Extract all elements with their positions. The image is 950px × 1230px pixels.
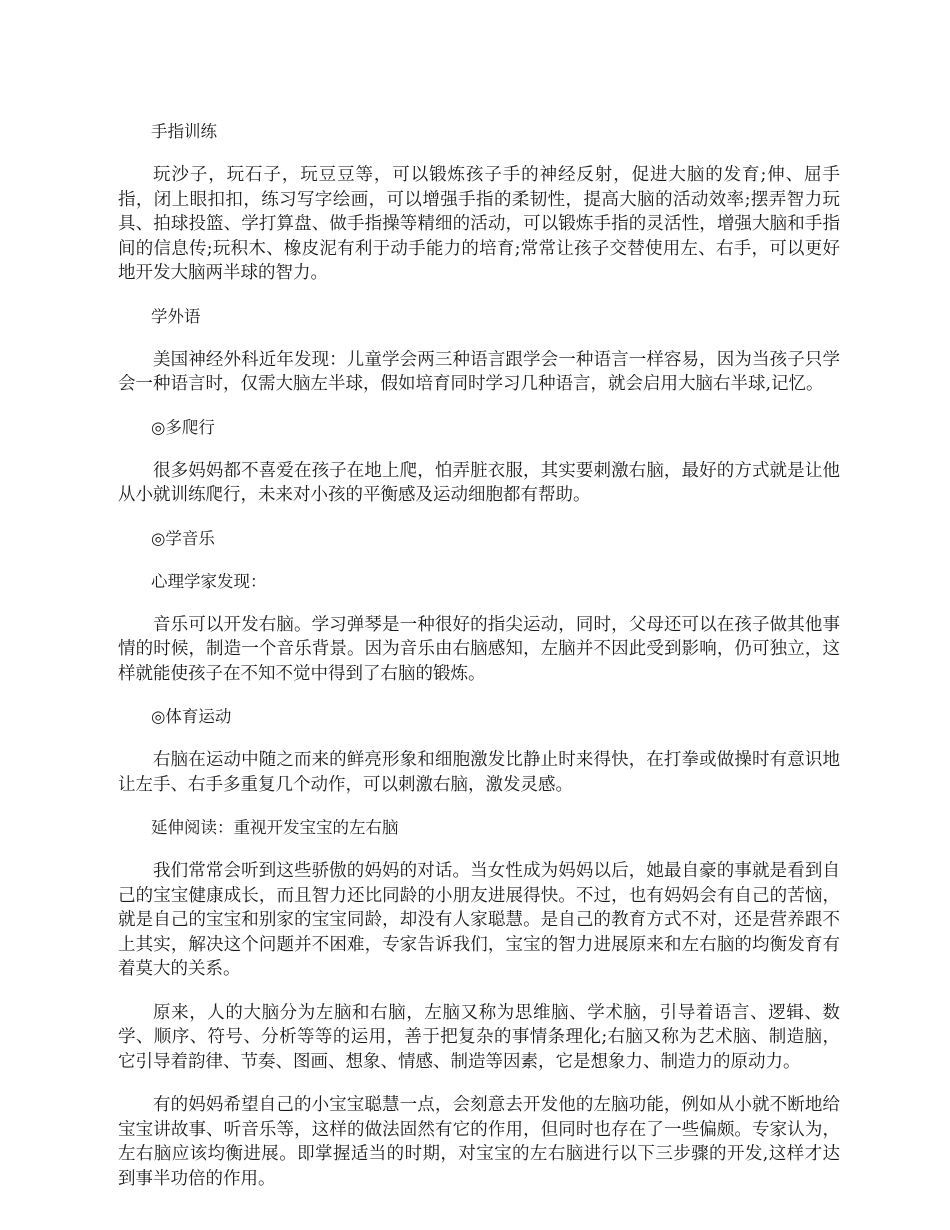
section-heading: ◎体育运动 bbox=[151, 707, 232, 726]
section-heading: 延伸阅读：重视开发宝宝的左右脑 bbox=[151, 818, 399, 837]
paragraph: 右脑在运动中随之而来的鲜亮形象和细胞激发比静止时来得快，在打拳或做操时有意识地让左手、右手多重复几个动作，可以刺激右脑，激发灵感。 bbox=[118, 750, 840, 795]
paragraph: 玩沙子，玩石子，玩豆豆等，可以锻炼孩子手的神经反射，促进大脑的发育;伸、屈手指，闭上眼扣扣，练习写字绘画，可以增强手指的柔韧性，提高大脑的活动效率;摆弄智力玩具、拍球投篮、学打算盘、做手指操等精细的活动，可以锻炼手指的灵活性，增强大脑和手指间的信息传;玩积木、橡皮泥有利于动手能力的培育;常常让孩子交替使用左、右手，可以更好地开发大脑两半球的智力。 bbox=[118, 165, 840, 283]
section-heading: 手指训练 bbox=[151, 122, 217, 141]
paragraph: 我们常常会听到这些骄傲的妈妈的对话。当女性成为妈妈以后，她最自豪的事就是看到自己的宝宝健康成长，而且智力还比同龄的小朋友进展得快。不过，也有妈妈会有自己的苦恼，就是自己的宝宝和别家的宝宝同龄，却没有人家聪慧。是自己的教育方式不对，还是营养跟不上其实，解决这个问题并不困难，专家告诉我们，宝宝的智力进展原来和左右脑的均衡发育有着莫大的关系。 bbox=[118, 861, 840, 979]
document-page bbox=[118, 120, 840, 1210]
paragraph: 音乐可以开发右脑。学习弹琴是一种很好的指尖运动，同时，父母还可以在孩子做其他事情的时候，制造一个音乐背景。因为音乐由右脑感知，左脑并不因此受到影响，仍可独立，这样就能使孩子在不知不觉中得到了右脑的锻炼。 bbox=[118, 614, 840, 684]
paragraph: 美国神经外科近年发现：儿童学会两三种语言跟学会一种语言一样容易，因为当孩子只学会一种语言时，仅需大脑左半球，假如培育同时学习几种语言，就会启用大脑右半球,记忆。 bbox=[118, 349, 840, 394]
section-heading: ◎学音乐 bbox=[151, 528, 215, 548]
section-heading: 心理学家发现： bbox=[151, 571, 267, 591]
paragraph: 有的妈妈希望自己的小宝宝聪慧一点，会刻意去开发他的左脑功能，例如从小就不断地给宝宝讲故事、听音乐等，这样的做法固然有它的作用，但同时也存在了一些偏颇。专家认为，左右脑应该均衡进展。即掌握适当的时期，对宝宝的左右脑进行以下三步骤的开发,这样才达到事半功倍的作用。 bbox=[118, 1095, 840, 1189]
paragraph: 很多妈妈都不喜爱在孩子在地上爬，怕弄脏衣服，其实要刺激右脑，最好的方式就是让他从小就训练爬行，未来对小孩的平衡感及运动细胞都有帮助。 bbox=[118, 460, 840, 505]
section-heading: ◎多爬行 bbox=[151, 417, 215, 437]
section-heading: 学外语 bbox=[151, 306, 201, 326]
paragraph: 原来，人的大脑分为左脑和右脑，左脑又称为思维脑、学术脑，引导着语言、逻辑、数学、顺序、符号、分析等等的运用，善于把复杂的事情条理化;右脑又称为艺术脑、制造脑，它引导着韵律、节奏、图画、想象、情感、制造等因素，它是想象力、制造力的原动力。 bbox=[118, 1002, 840, 1072]
